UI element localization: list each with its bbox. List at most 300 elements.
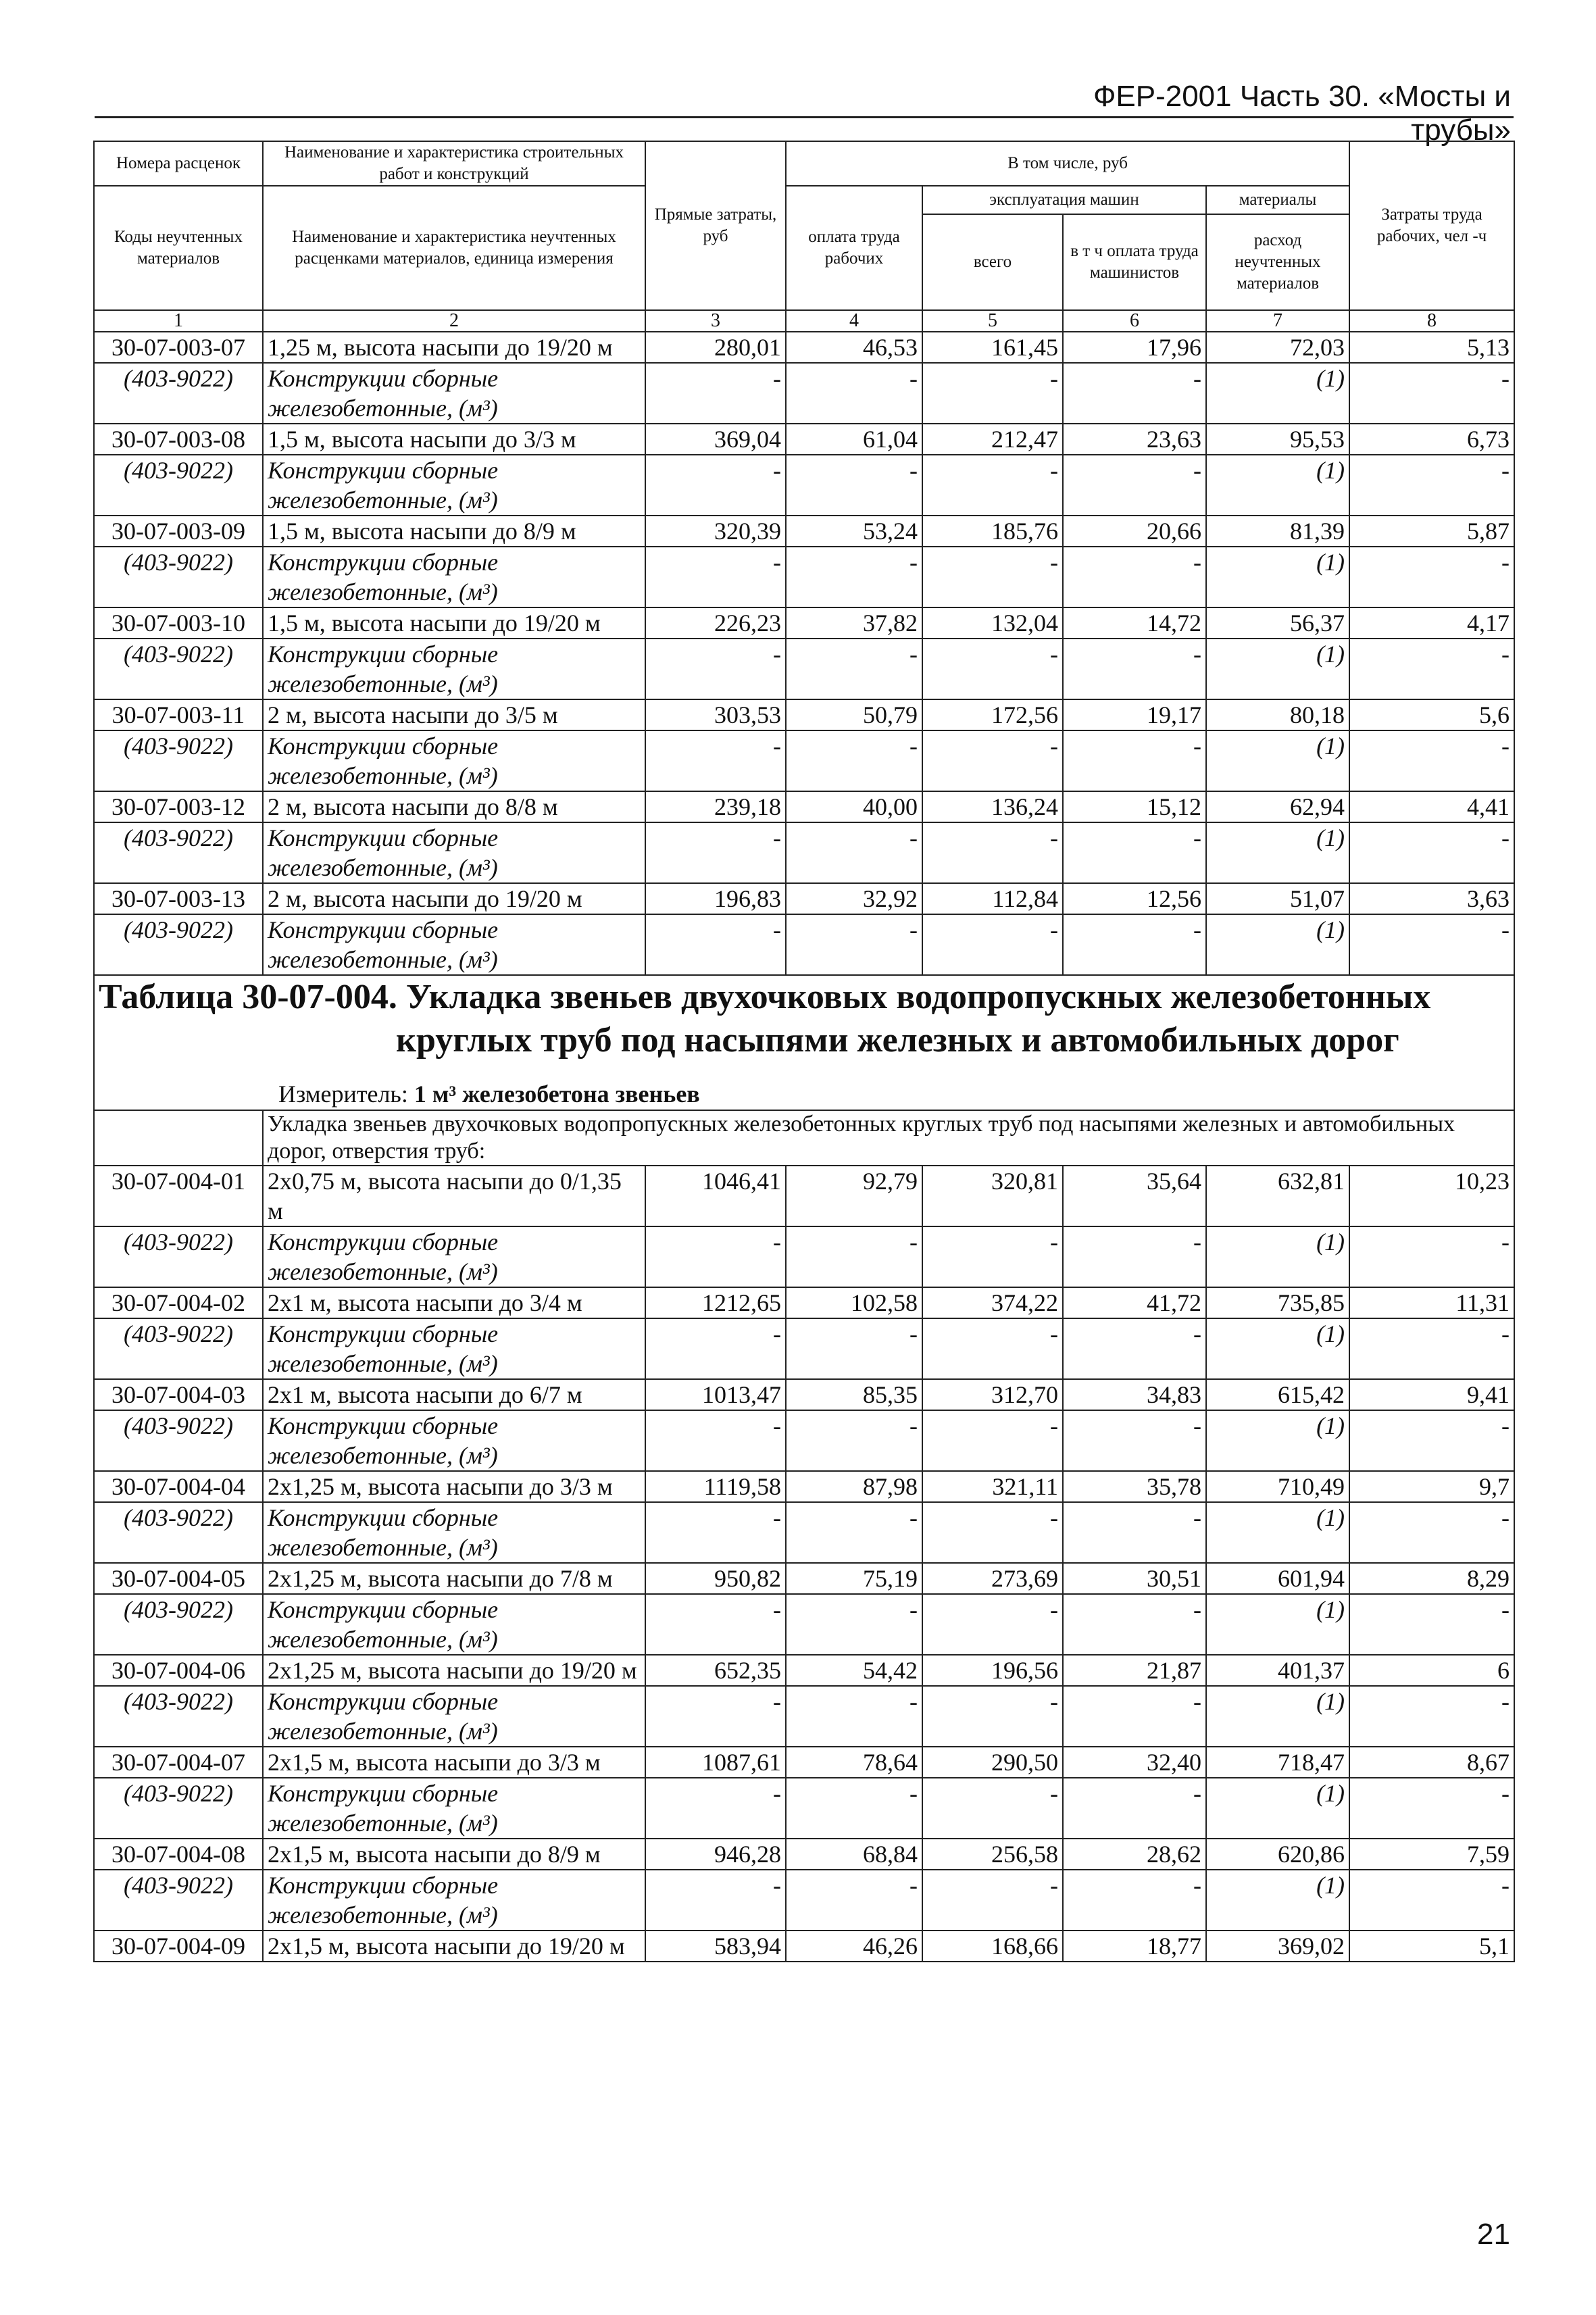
dash-labor: - xyxy=(786,455,922,516)
dash-hours: - xyxy=(1349,455,1514,516)
machine-total: 136,24 xyxy=(922,791,1063,822)
table-body-a xyxy=(94,332,1514,975)
direct-costs: 239,18 xyxy=(645,791,786,822)
operators-pay: 15,12 xyxy=(1063,791,1206,822)
rate-code: 30-07-004-03 xyxy=(94,1379,263,1410)
work-name: 2х1,5 м, высота насыпи до 19/20 м xyxy=(263,1931,645,1962)
dash-machine: - xyxy=(922,1502,1063,1563)
direct-costs: 1119,58 xyxy=(645,1471,786,1502)
material-row xyxy=(94,1226,1514,1287)
work-name: 2х1,5 м, высота насыпи до 3/3 м xyxy=(263,1747,645,1778)
material-quantity: (1) xyxy=(1206,455,1349,516)
operators-pay: 19,17 xyxy=(1063,699,1206,730)
work-name: 2х1 м, высота насыпи до 3/4 м xyxy=(263,1287,645,1318)
material-quantity: (1) xyxy=(1206,363,1349,424)
material-row xyxy=(94,1410,1514,1471)
dash-labor: - xyxy=(786,1594,922,1655)
labor-pay: 37,82 xyxy=(786,607,922,639)
material-code: (403-9022) xyxy=(94,363,263,424)
col-total: всего xyxy=(922,214,1063,310)
rate-code: 30-07-004-08 xyxy=(94,1839,263,1870)
material-code: (403-9022) xyxy=(94,547,263,607)
machine-total: 172,56 xyxy=(922,699,1063,730)
machine-total: 212,47 xyxy=(922,424,1063,455)
direct-costs: 196,83 xyxy=(645,883,786,914)
work-name: 2 м, высота насыпи до 3/5 м xyxy=(263,699,645,730)
dash-direct: - xyxy=(645,1870,786,1931)
dash-machine: - xyxy=(922,1594,1063,1655)
dash-hours: - xyxy=(1349,730,1514,791)
dash-labor: - xyxy=(786,1778,922,1839)
material-code: (403-9022) xyxy=(94,914,263,975)
table-row xyxy=(94,516,1514,547)
dash-direct: - xyxy=(645,1594,786,1655)
dash-operators: - xyxy=(1063,1594,1206,1655)
column-number: 4 xyxy=(786,310,922,332)
direct-costs: 950,82 xyxy=(645,1563,786,1594)
material-code: (403-9022) xyxy=(94,1410,263,1471)
material-name: Конструкции сборные железобетонные, (м³) xyxy=(263,914,645,975)
table-row xyxy=(94,1563,1514,1594)
dash-direct: - xyxy=(645,730,786,791)
labor-hours: 3,63 xyxy=(1349,883,1514,914)
dash-direct: - xyxy=(645,1410,786,1471)
material-row xyxy=(94,639,1514,699)
measure-label: Измеритель: xyxy=(278,1080,408,1107)
material-quantity: (1) xyxy=(1206,1226,1349,1287)
materials-cost: 718,47 xyxy=(1206,1747,1349,1778)
labor-pay: 50,79 xyxy=(786,699,922,730)
materials-cost: 401,37 xyxy=(1206,1655,1349,1686)
rate-code: 30-07-003-07 xyxy=(94,332,263,363)
labor-pay: 87,98 xyxy=(786,1471,922,1502)
materials-cost: 601,94 xyxy=(1206,1563,1349,1594)
operators-pay: 17,96 xyxy=(1063,332,1206,363)
dash-operators: - xyxy=(1063,1226,1206,1287)
labor-hours: 6,73 xyxy=(1349,424,1514,455)
dash-labor: - xyxy=(786,547,922,607)
col-incl-operators: в т ч оплата труда машинистов xyxy=(1063,214,1206,310)
machine-total: 161,45 xyxy=(922,332,1063,363)
material-quantity: (1) xyxy=(1206,822,1349,883)
work-name: 2х0,75 м, высота насыпи до 0/1,35 м xyxy=(263,1166,645,1226)
dash-hours: - xyxy=(1349,547,1514,607)
dash-machine: - xyxy=(922,455,1063,516)
work-name: 2х1 м, высота насыпи до 6/7 м xyxy=(263,1379,645,1410)
dash-labor: - xyxy=(786,1686,922,1747)
material-name: Конструкции сборные железобетонные, (м³) xyxy=(263,730,645,791)
direct-costs: 320,39 xyxy=(645,516,786,547)
dash-hours: - xyxy=(1349,639,1514,699)
materials-cost: 735,85 xyxy=(1206,1287,1349,1318)
dash-operators: - xyxy=(1063,914,1206,975)
col-labor-pay: оплата труда рабочих xyxy=(786,186,922,310)
labor-hours: 9,7 xyxy=(1349,1471,1514,1502)
table-row xyxy=(94,1747,1514,1778)
work-name: 1,5 м, высота насыпи до 3/3 м xyxy=(263,424,645,455)
dash-hours: - xyxy=(1349,1778,1514,1839)
dash-labor: - xyxy=(786,1226,922,1287)
labor-pay: 46,26 xyxy=(786,1931,922,1962)
operators-pay: 41,72 xyxy=(1063,1287,1206,1318)
table-b-measure xyxy=(99,1078,1510,1110)
work-name: 1,5 м, высота насыпи до 8/9 м xyxy=(263,516,645,547)
column-numbers-row xyxy=(94,310,1514,332)
labor-pay: 46,53 xyxy=(786,332,922,363)
material-row xyxy=(94,547,1514,607)
machine-total: 132,04 xyxy=(922,607,1063,639)
rate-code: 30-07-003-10 xyxy=(94,607,263,639)
material-code: (403-9022) xyxy=(94,1686,263,1747)
column-number: 1 xyxy=(94,310,263,332)
column-number: 2 xyxy=(263,310,645,332)
dash-hours: - xyxy=(1349,1686,1514,1747)
material-quantity: (1) xyxy=(1206,1870,1349,1931)
material-name: Конструкции сборные железобетонные, (м³) xyxy=(263,1686,645,1747)
dash-direct: - xyxy=(645,547,786,607)
material-quantity: (1) xyxy=(1206,1502,1349,1563)
labor-hours: 9,41 xyxy=(1349,1379,1514,1410)
table-row xyxy=(94,1287,1514,1318)
table-row xyxy=(94,332,1514,363)
rate-code: 30-07-004-05 xyxy=(94,1563,263,1594)
material-name: Конструкции сборные железобетонные, (м³) xyxy=(263,822,645,883)
materials-cost: 632,81 xyxy=(1206,1166,1349,1226)
dash-hours: - xyxy=(1349,914,1514,975)
table-row xyxy=(94,1166,1514,1226)
dash-hours: - xyxy=(1349,1870,1514,1931)
labor-hours: 7,59 xyxy=(1349,1839,1514,1870)
dash-operators: - xyxy=(1063,1318,1206,1379)
work-name: 1,5 м, высота насыпи до 19/20 м xyxy=(263,607,645,639)
material-row xyxy=(94,1502,1514,1563)
machine-total: 321,11 xyxy=(922,1471,1063,1502)
operators-pay: 34,83 xyxy=(1063,1379,1206,1410)
rate-code: 30-07-003-13 xyxy=(94,883,263,914)
col-codes: Коды неучтенных материалов xyxy=(94,186,263,310)
dash-direct: - xyxy=(645,639,786,699)
material-quantity: (1) xyxy=(1206,1686,1349,1747)
labor-hours: 8,67 xyxy=(1349,1747,1514,1778)
material-row xyxy=(94,1870,1514,1931)
material-code: (403-9022) xyxy=(94,1870,263,1931)
table-b-title-line1: Таблица 30-07-004. Укладка звеньев двухочковых водопропускных железобетонных xyxy=(99,978,1431,1016)
direct-costs: 369,04 xyxy=(645,424,786,455)
operators-pay: 18,77 xyxy=(1063,1931,1206,1962)
rate-code: 30-07-004-09 xyxy=(94,1931,263,1962)
operators-pay: 23,63 xyxy=(1063,424,1206,455)
operators-pay: 20,66 xyxy=(1063,516,1206,547)
direct-costs: 583,94 xyxy=(645,1931,786,1962)
direct-costs: 1046,41 xyxy=(645,1166,786,1226)
direct-costs: 1087,61 xyxy=(645,1747,786,1778)
material-quantity: (1) xyxy=(1206,914,1349,975)
labor-pay: 102,58 xyxy=(786,1287,922,1318)
materials-cost: 95,53 xyxy=(1206,424,1349,455)
materials-cost: 710,49 xyxy=(1206,1471,1349,1502)
machine-total: 112,84 xyxy=(922,883,1063,914)
dash-labor: - xyxy=(786,639,922,699)
material-code: (403-9022) xyxy=(94,1502,263,1563)
column-number: 7 xyxy=(1206,310,1349,332)
rate-code: 30-07-004-07 xyxy=(94,1747,263,1778)
materials-cost: 51,07 xyxy=(1206,883,1349,914)
labor-pay: 92,79 xyxy=(786,1166,922,1226)
dash-direct: - xyxy=(645,1686,786,1747)
page-header-title: ФЕР-2001 Часть 30. «Мосты и трубы» xyxy=(1093,80,1511,147)
material-row xyxy=(94,1778,1514,1839)
material-quantity: (1) xyxy=(1206,730,1349,791)
dash-labor: - xyxy=(786,730,922,791)
dash-operators: - xyxy=(1063,1410,1206,1471)
material-row xyxy=(94,1318,1514,1379)
direct-costs: 652,35 xyxy=(645,1655,786,1686)
dash-labor: - xyxy=(786,1410,922,1471)
col-rate-numbers: Номера расценок xyxy=(94,141,263,186)
labor-pay: 78,64 xyxy=(786,1747,922,1778)
dash-machine: - xyxy=(922,822,1063,883)
table-row xyxy=(94,1655,1514,1686)
dash-labor: - xyxy=(786,1502,922,1563)
material-code: (403-9022) xyxy=(94,455,263,516)
materials-cost: 620,86 xyxy=(1206,1839,1349,1870)
labor-hours: 10,23 xyxy=(1349,1166,1514,1226)
dash-machine: - xyxy=(922,914,1063,975)
dash-operators: - xyxy=(1063,547,1206,607)
dash-machine: - xyxy=(922,1318,1063,1379)
operators-pay: 28,62 xyxy=(1063,1839,1206,1870)
material-row xyxy=(94,1594,1514,1655)
table-row xyxy=(94,791,1514,822)
labor-pay: 40,00 xyxy=(786,791,922,822)
rate-code: 30-07-003-12 xyxy=(94,791,263,822)
work-name: 2 м, высота насыпи до 8/8 м xyxy=(263,791,645,822)
direct-costs: 303,53 xyxy=(645,699,786,730)
table-row xyxy=(94,699,1514,730)
labor-pay: 61,04 xyxy=(786,424,922,455)
labor-hours: 11,31 xyxy=(1349,1287,1514,1318)
labor-pay: 85,35 xyxy=(786,1379,922,1410)
col-material-name: Наименование и характеристика неучтенных расценками материалов, единица измерения xyxy=(263,186,645,310)
col-including: В том числе, руб xyxy=(786,141,1349,186)
col-machine-ops: эксплуатация машин xyxy=(922,186,1206,214)
work-name: 2х1,5 м, высота насыпи до 8/9 м xyxy=(263,1839,645,1870)
column-number: 8 xyxy=(1349,310,1514,332)
dash-direct: - xyxy=(645,1318,786,1379)
dash-machine: - xyxy=(922,547,1063,607)
material-quantity: (1) xyxy=(1206,639,1349,699)
labor-pay: 53,24 xyxy=(786,516,922,547)
machine-total: 273,69 xyxy=(922,1563,1063,1594)
col-labor-costs: Затраты труда рабочих, чел -ч xyxy=(1349,141,1514,310)
dash-hours: - xyxy=(1349,1226,1514,1287)
dash-hours: - xyxy=(1349,1594,1514,1655)
material-quantity: (1) xyxy=(1206,1778,1349,1839)
col-material-use: расход неучтенных материалов xyxy=(1206,214,1349,310)
material-name: Конструкции сборные железобетонные, (м³) xyxy=(263,547,645,607)
operators-pay: 21,87 xyxy=(1063,1655,1206,1686)
dash-operators: - xyxy=(1063,363,1206,424)
operators-pay: 35,78 xyxy=(1063,1471,1206,1502)
dash-direct: - xyxy=(645,1778,786,1839)
material-name: Конструкции сборные железобетонные, (м³) xyxy=(263,1318,645,1379)
labor-pay: 68,84 xyxy=(786,1839,922,1870)
labor-hours: 5,6 xyxy=(1349,699,1514,730)
materials-cost: 56,37 xyxy=(1206,607,1349,639)
materials-cost: 369,02 xyxy=(1206,1931,1349,1962)
table-row xyxy=(94,883,1514,914)
operators-pay: 12,56 xyxy=(1063,883,1206,914)
dash-direct: - xyxy=(645,363,786,424)
dash-machine: - xyxy=(922,1410,1063,1471)
header-rule xyxy=(95,116,1514,118)
labor-hours: 5,13 xyxy=(1349,332,1514,363)
dash-operators: - xyxy=(1063,455,1206,516)
material-name: Конструкции сборные железобетонные, (м³) xyxy=(263,1870,645,1931)
dash-machine: - xyxy=(922,730,1063,791)
table-header xyxy=(94,141,1514,332)
material-code: (403-9022) xyxy=(94,1226,263,1287)
dash-hours: - xyxy=(1349,1502,1514,1563)
table-b-heading xyxy=(94,975,1514,1166)
machine-total: 374,22 xyxy=(922,1287,1063,1318)
col-work-name: Наименование и характеристика строительных работ и конструкций xyxy=(263,141,645,186)
direct-costs: 280,01 xyxy=(645,332,786,363)
material-code: (403-9022) xyxy=(94,1594,263,1655)
measure-value: 1 м³ железобетона звеньев xyxy=(414,1080,700,1107)
column-number: 3 xyxy=(645,310,786,332)
material-name: Конструкции сборные железобетонные, (м³) xyxy=(263,639,645,699)
dash-direct: - xyxy=(645,822,786,883)
labor-hours: 4,41 xyxy=(1349,791,1514,822)
operators-pay: 32,40 xyxy=(1063,1747,1206,1778)
work-name: 2 м, высота насыпи до 19/20 м xyxy=(263,883,645,914)
col-materials: материалы xyxy=(1206,186,1349,214)
material-code: (403-9022) xyxy=(94,1318,263,1379)
operators-pay: 14,72 xyxy=(1063,607,1206,639)
table-b-title xyxy=(99,976,1510,1062)
material-row xyxy=(94,363,1514,424)
material-code: (403-9022) xyxy=(94,1778,263,1839)
material-quantity: (1) xyxy=(1206,1594,1349,1655)
dash-machine: - xyxy=(922,639,1063,699)
material-quantity: (1) xyxy=(1206,547,1349,607)
material-row xyxy=(94,730,1514,791)
machine-total: 320,81 xyxy=(922,1166,1063,1226)
dash-operators: - xyxy=(1063,822,1206,883)
dash-hours: - xyxy=(1349,822,1514,883)
dash-operators: - xyxy=(1063,1686,1206,1747)
table-row xyxy=(94,1931,1514,1962)
work-name: 2х1,25 м, высота насыпи до 19/20 м xyxy=(263,1655,645,1686)
direct-costs: 1212,65 xyxy=(645,1287,786,1318)
table-b-caption xyxy=(94,975,1514,1110)
dash-labor: - xyxy=(786,1318,922,1379)
materials-cost: 81,39 xyxy=(1206,516,1349,547)
dash-operators: - xyxy=(1063,1778,1206,1839)
rate-code: 30-07-003-11 xyxy=(94,699,263,730)
labor-hours: 6 xyxy=(1349,1655,1514,1686)
rate-code: 30-07-004-06 xyxy=(94,1655,263,1686)
dash-direct: - xyxy=(645,914,786,975)
dash-labor: - xyxy=(786,914,922,975)
material-row xyxy=(94,822,1514,883)
table-row xyxy=(94,607,1514,639)
material-name: Конструкции сборные железобетонные, (м³) xyxy=(263,1410,645,1471)
operators-pay: 35,64 xyxy=(1063,1166,1206,1226)
material-name: Конструкции сборные железобетонные, (м³) xyxy=(263,1502,645,1563)
machine-total: 168,66 xyxy=(922,1931,1063,1962)
dash-machine: - xyxy=(922,1870,1063,1931)
material-code: (403-9022) xyxy=(94,822,263,883)
work-name: 1,25 м, высота насыпи до 19/20 м xyxy=(263,332,645,363)
material-quantity: (1) xyxy=(1206,1410,1349,1471)
rate-code: 30-07-004-04 xyxy=(94,1471,263,1502)
material-code: (403-9022) xyxy=(94,639,263,699)
machine-total: 185,76 xyxy=(922,516,1063,547)
dash-direct: - xyxy=(645,1502,786,1563)
materials-cost: 615,42 xyxy=(1206,1379,1349,1410)
material-name: Конструкции сборные железобетонные, (м³) xyxy=(263,1226,645,1287)
rate-code: 30-07-004-02 xyxy=(94,1287,263,1318)
machine-total: 312,70 xyxy=(922,1379,1063,1410)
rate-code: 30-07-004-01 xyxy=(94,1166,263,1226)
materials-cost: 72,03 xyxy=(1206,332,1349,363)
dash-hours: - xyxy=(1349,1410,1514,1471)
labor-hours: 5,87 xyxy=(1349,516,1514,547)
labor-pay: 32,92 xyxy=(786,883,922,914)
rates-table xyxy=(93,141,1515,1962)
dash-labor: - xyxy=(786,822,922,883)
direct-costs: 226,23 xyxy=(645,607,786,639)
table-b-group-title: Укладка звеньев двухочковых водопропускных железобетонных круглых труб под насыпями железных и автомобильных дорог, отверстия труб: xyxy=(263,1110,1514,1166)
materials-cost: 62,94 xyxy=(1206,791,1349,822)
table-body-c xyxy=(94,1931,1514,1962)
material-name: Конструкции сборные железобетонные, (м³) xyxy=(263,455,645,516)
dash-labor: - xyxy=(786,1870,922,1931)
material-name: Конструкции сборные железобетонные, (м³) xyxy=(263,1594,645,1655)
dash-direct: - xyxy=(645,1226,786,1287)
direct-costs: 946,28 xyxy=(645,1839,786,1870)
material-row xyxy=(94,914,1514,975)
materials-cost: 80,18 xyxy=(1206,699,1349,730)
machine-total: 256,58 xyxy=(922,1839,1063,1870)
labor-pay: 54,42 xyxy=(786,1655,922,1686)
dash-operators: - xyxy=(1063,639,1206,699)
dash-operators: - xyxy=(1063,730,1206,791)
dash-machine: - xyxy=(922,363,1063,424)
column-number: 6 xyxy=(1063,310,1206,332)
material-name: Конструкции сборные железобетонные, (м³) xyxy=(263,1778,645,1839)
table-body-b xyxy=(94,1166,1514,1931)
dash-hours: - xyxy=(1349,363,1514,424)
labor-hours: 4,17 xyxy=(1349,607,1514,639)
material-code: (403-9022) xyxy=(94,730,263,791)
labor-pay: 75,19 xyxy=(786,1563,922,1594)
material-row xyxy=(94,455,1514,516)
group-empty-cell xyxy=(94,1110,263,1166)
operators-pay: 30,51 xyxy=(1063,1563,1206,1594)
table-b-title-line2: круглых труб под насыпями железных и автомобильных дорог xyxy=(396,1021,1399,1060)
dash-labor: - xyxy=(786,363,922,424)
direct-costs: 1013,47 xyxy=(645,1379,786,1410)
dash-operators: - xyxy=(1063,1870,1206,1931)
machine-total: 196,56 xyxy=(922,1655,1063,1686)
material-row xyxy=(94,1686,1514,1747)
col-direct-costs: Прямые затраты, руб xyxy=(645,141,786,310)
dash-direct: - xyxy=(645,455,786,516)
rate-code: 30-07-003-08 xyxy=(94,424,263,455)
